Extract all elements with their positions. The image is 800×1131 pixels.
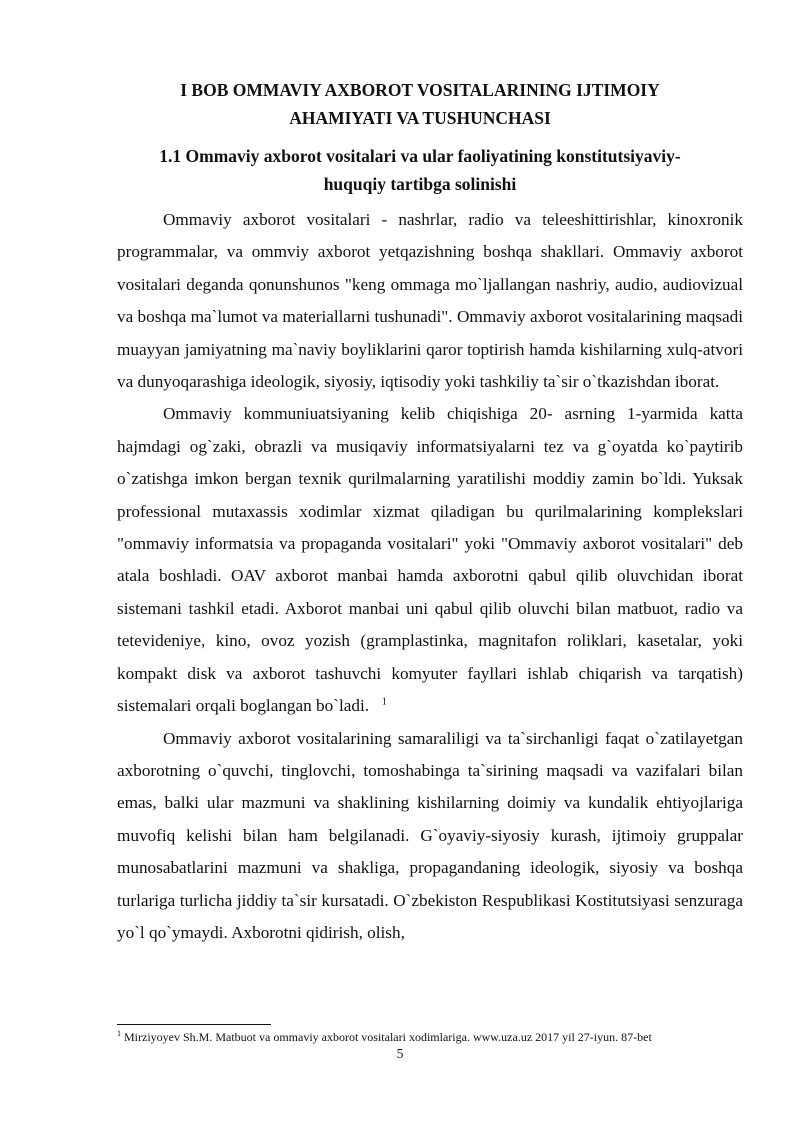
section-title-line-2: huquqiy tartibga solinishi xyxy=(323,174,517,194)
paragraph-3: Ommaviy axborot vositalarining samaraliligi va ta`sirchanligi faqat o`zatilayetgan axborotning o`quvchi, tinglovchi, tomoshabinga ta`sirining maqsadi va vazifalari bilan emas, balki ular mazmuni va shaklining kishilarning doimiy va kundalik ehtiyojlariga muvofiq kelishi bilan ham belgilanadi. G`oyaviy-siyosiy kurash, ijtimoiy gruppalar munosabatlarini mazmuni va shakliga, propagandaning ideologik, siyosiy va boshqa turlariga turlicha jiddiy ta`sir kursatadi. O`zbekiston Respublikasi Kostitutsiyasi senzuraga yo`l qo`ymaydi. Axborotni qidirish, olish, xyxy=(117,728,743,942)
body-text xyxy=(117,204,743,949)
footnote xyxy=(117,1029,757,1045)
paragraph-2 xyxy=(117,398,743,722)
chapter-title xyxy=(100,76,740,132)
footnote-reference[interactable]: 1 xyxy=(381,696,387,708)
paragraph-1: Ommaviy axborot vositalari - nashrlar, radio va teleeshittirishlar, kinoxronik programmalar, va ommviy axborot yetqazishning boshqa shakllari. Ommaviy axborot vositalari deganda qonunshunos "keng ommaga mo`ljallangan nashriy, audio, audiovizual va boshqa ma`lumot va materiallarni tushunadi". Ommaviy axborot vositalarining maqsadi muayyan jamiyatning ma`naviy boyliklarini qaror toptirish hamda kishilarning xulq-atvori va dunyoqarashiga ideologik, siyosiy, iqtisodiy yoki tashkiliy ta`sir o`tkazishdan iborat. xyxy=(117,210,743,392)
footnote-divider xyxy=(117,1024,271,1025)
chapter-title-line-1: I BOB OMMAVIY AXBOROT VOSITALARINING IJTIMOIY xyxy=(180,80,660,100)
chapter-title-line-2: AHAMIYATI VA TUSHUNCHASI xyxy=(289,108,551,128)
paragraph-2-text: Ommaviy kommuniuatsiyaning kelib chiqishiga 20- asrning 1-yarmida katta hajmdagi og`zaki, obrazli va musiqaviy informatsiyalarni tez va g`oyatda ko`paytirib o`zatishga imkon bergan texnik qurilmalarning yaratilishi moddiy zamin bo`ldi. Yuksak professional mutaxassis xodimlar xizmat qiladigan bu qurilmalarining komplekslari "ommaviy informatsia va propaganda vositalari" yoki "Ommaviy axborot vositalari" deb atala boshladi. OAV axborot manbai hamda axborotni qabul qilib oluvchidan iborat sistemani tashkil etadi. Axborot manbai uni qabul qilib oluvchi bilan matbuot, radio va tetevideniye, kino, ovoz yozish (gramplastinka, magnitafon roliklari, kasetalar, yoki kompakt disk va axborot tashuvchi komyuter fayllari ishlab chiqarish va tarqatish) sistemalari orqali boglangan bo`ladi. xyxy=(117,404,743,716)
footnote-marker: 1 xyxy=(117,1029,121,1038)
footnote-text: Mirziyoyev Sh.M. Matbuot va ommaviy axborot vositalari xodimlariga. www.uza.uz 2017 yil 27-iyun. 87-bet xyxy=(121,1030,652,1044)
section-title xyxy=(100,142,740,198)
section-title-line-1: 1.1 Ommaviy axborot vositalari va ular faoliyatining konstitutsiyaviy- xyxy=(159,146,681,166)
page-number: 5 xyxy=(396,1046,404,1061)
